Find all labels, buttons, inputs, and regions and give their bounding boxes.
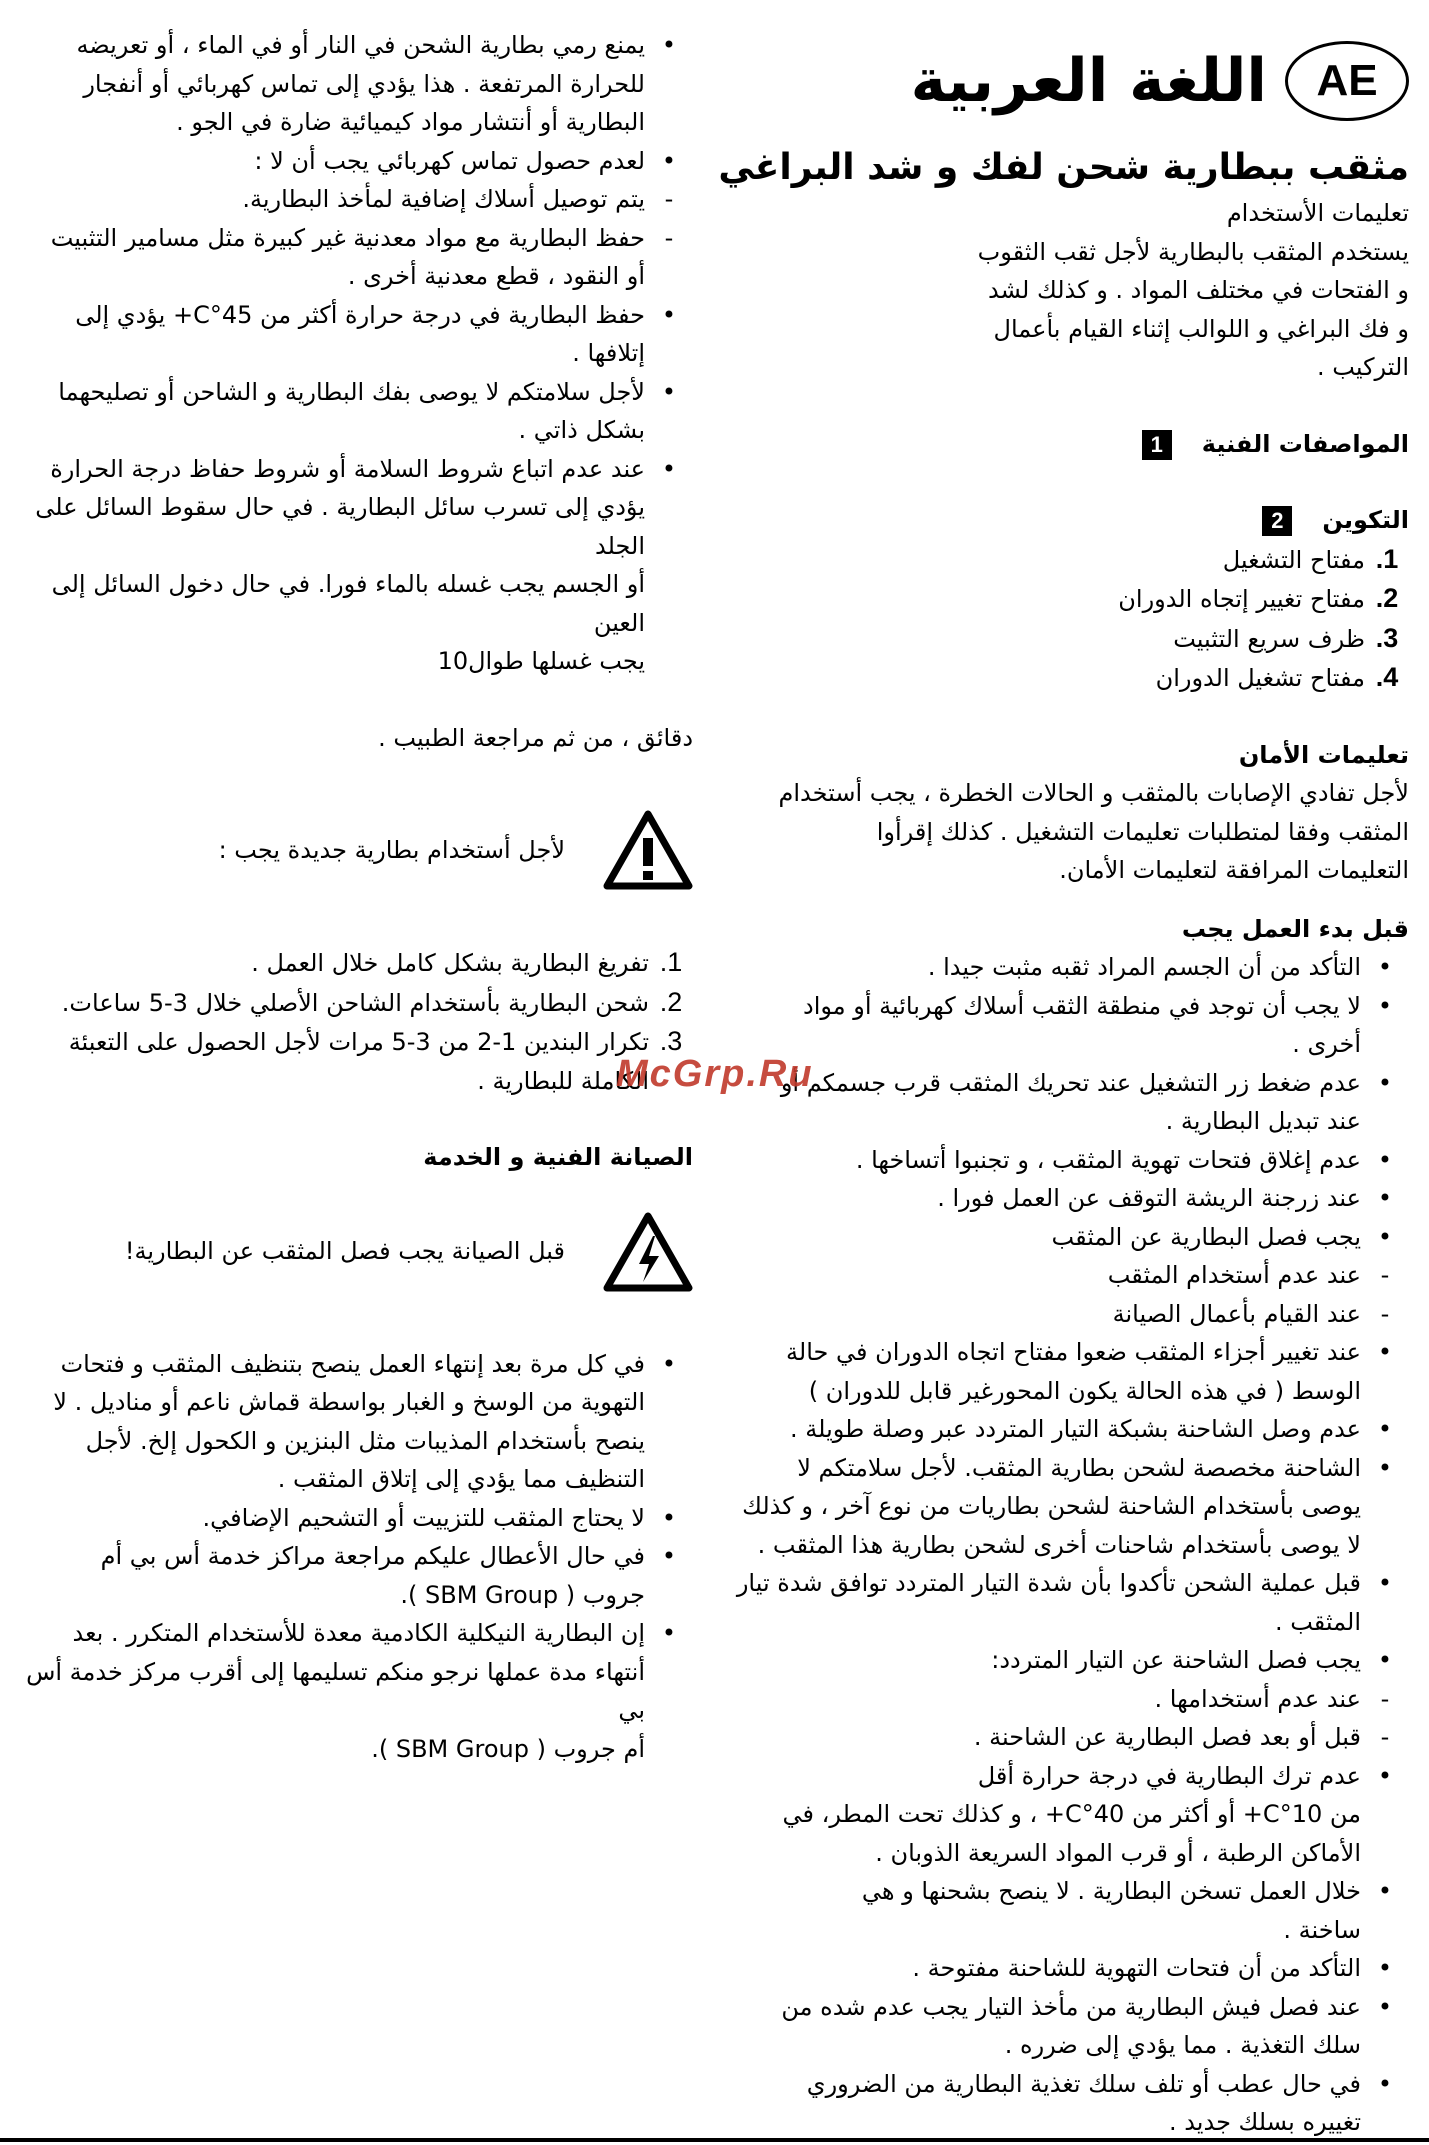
list-item-text: عند عدم أستخدامها . xyxy=(1154,1684,1361,1713)
safety-heading: تعليمات الأمان xyxy=(1238,740,1409,769)
dash-marker: - xyxy=(664,185,674,213)
component-label: مفتاح التشغيل xyxy=(1222,545,1365,574)
list-item xyxy=(709,1256,1409,1295)
list-item-text: لا يوصى بأستخدام شاحنات أخرى لشحن بطارية هذا المثقب . xyxy=(757,1530,1361,1559)
step-text: تفريغ البطارية بشكل كامل خلال العمل . xyxy=(251,949,649,977)
list-item-text: الأماكن الرطبة ، أو قرب المواد السريعة الذوبان . xyxy=(875,1838,1361,1867)
list-item-text: قبل عملية الشحن تأكدوا بأن شدة التيار المتردد توافق شدة تيار xyxy=(736,1569,1361,1597)
list-item xyxy=(709,1179,1409,1218)
list-item-text: سلك التغذية . مما يؤدي إلى ضرره . xyxy=(1004,2031,1361,2059)
list-item xyxy=(18,296,693,373)
list-item xyxy=(18,373,693,450)
dash-marker: - xyxy=(1380,1299,1390,1328)
list-item-text: يجب غسلها طوال10 xyxy=(437,647,645,675)
list-item-text: يوصى بأستخدام الشاحنة لشحن بطاريات من نوع آخر ، و كذلك xyxy=(742,1492,1361,1520)
component-number: 1. xyxy=(1375,543,1399,574)
list-item xyxy=(709,1718,1409,1757)
composition-heading: التكوين2 xyxy=(709,501,1409,540)
list-item-text: لأجل سلامتكم لا يوصى بفك البطارية و الشاحن أو تصليحهما xyxy=(58,377,645,406)
list-item-text: عند زرجنة الريشة التوقف عن العمل فورا . xyxy=(937,1184,1361,1212)
list-item-text: ينصح بأستخدام المذيبات مثل البنزين و الكحول إلخ. لأجل xyxy=(85,1426,645,1455)
bullet-marker: • xyxy=(1377,1068,1393,1097)
step-item xyxy=(18,943,693,983)
list-item xyxy=(709,948,1409,987)
left-column xyxy=(18,26,693,1768)
bullet-marker: • xyxy=(661,1542,677,1570)
list-item-text: قبل أو بعد فصل البطارية عن الشاحنة . xyxy=(973,1723,1361,1751)
warning-icon xyxy=(603,810,693,890)
list-item-text: عند تغيير أجزاء المثقب ضعوا مفتاح اتجاه الدوران في حالة xyxy=(786,1338,1361,1366)
component-label: ظرف سريع التثبيت xyxy=(1173,624,1365,653)
maintenance-warning-text: قبل الصيانة يجب فصل المثقب عن البطارية! xyxy=(124,1237,565,1266)
list-item-text: إتلافها . xyxy=(572,339,645,367)
list-item-text: أو النقود ، قطع معدنية أخرى . xyxy=(347,262,645,290)
bullet-marker: • xyxy=(661,31,677,59)
list-item-text: عند عدم اتباع شروط السلامة أو شروط حفاظ درجة الحرارة xyxy=(50,454,645,483)
component-label: مفتاح تغيير إتجاه الدوران xyxy=(1118,585,1365,613)
safety-text xyxy=(709,774,1409,890)
text-line: و فك البراغي و اللوالب إثناء القيام بأعمال xyxy=(993,314,1409,343)
bullet-marker: • xyxy=(661,377,677,406)
list-item-text: لعدم حصول تماس كهربائي يجب أن لا : xyxy=(254,146,645,175)
electric-hazard-icon xyxy=(603,1212,693,1292)
list-item xyxy=(709,2065,1409,2142)
list-item-text: عند تبديل البطارية . xyxy=(1165,1107,1361,1135)
step-number: 1. xyxy=(659,947,683,977)
list-item-text: المثقب . xyxy=(1274,1607,1361,1636)
maintenance-heading: الصيانة الفنية و الخدمة xyxy=(423,1143,693,1171)
bullet-marker: • xyxy=(1377,953,1393,981)
list-item-text: التهوية من الوسخ و الغبار بواسطة قماش ناعم أو مناديل . لا xyxy=(53,1388,645,1416)
doctor-line: دقائق ، من ثم مراجعة الطبيب . xyxy=(378,723,693,752)
component-item xyxy=(709,658,1409,698)
list-item-text: يمنع رمي بطارية الشحن في النار أو في الماء ، أو تعريضه xyxy=(76,31,645,59)
list-item-text: يجب فصل البطارية عن المثقب xyxy=(1051,1222,1361,1251)
list-item xyxy=(709,987,1409,1064)
list-item-text: في حال الأعطال عليكم مراجعة مراكز خدمة أس بي أم xyxy=(100,1542,645,1570)
list-item xyxy=(709,1949,1409,1988)
dash-marker: - xyxy=(664,223,674,252)
list-item-text: يؤدي إلى تسرب سائل البطارية . في حال سقوط السائل على الجلد xyxy=(35,493,645,560)
component-label: مفتاح تشغيل الدوران xyxy=(1155,664,1365,692)
figure-2-marker: 2 xyxy=(1262,506,1292,536)
usage-text xyxy=(709,233,1409,387)
component-item xyxy=(709,579,1409,619)
list-item-text: حفظ البطارية مع مواد معدنية غير كبيرة مثل مسامير التثبيت xyxy=(50,223,645,252)
list-item-text: عدم وصل الشاحنة بشبكة التيار المتردد عبر وصلة طويلة . xyxy=(790,1415,1361,1443)
bullet-marker: • xyxy=(1377,1222,1393,1251)
bullet-marker: • xyxy=(1377,1992,1393,2021)
step-item xyxy=(18,983,693,1023)
list-item-text: من 10°C+ أو أكثر من 40°C+ ، و كذلك تحت المطر، في xyxy=(782,1800,1361,1828)
list-item-text: في كل مرة بعد إنتهاء العمل ينصح بتنظيف المثقب و فتحات xyxy=(60,1349,645,1378)
bullet-marker: • xyxy=(1377,1415,1393,1443)
bullet-marker: • xyxy=(1377,1569,1393,1597)
component-number: 2. xyxy=(1375,583,1399,613)
list-item xyxy=(18,219,693,296)
bullet-marker: • xyxy=(661,1503,677,1532)
list-item-text: للحرارة المرتفعة . هذا يؤدي إلى تماس كهربائي أو أنفجار xyxy=(83,69,645,98)
language-title: اللغة العربية xyxy=(910,46,1267,116)
bullet-marker: • xyxy=(1377,1184,1393,1212)
bullet-marker: • xyxy=(661,146,677,175)
step-text: تكرار البندين 1-2 من 3-5 مرات لأجل الحصول على التعبئة xyxy=(68,1028,649,1056)
list-item-text: عند فصل فيش البطارية من مأخذ التيار يجب عدم شده من xyxy=(781,1992,1361,2021)
bullet-marker: • xyxy=(1377,1877,1393,1905)
list-item-text: عند القيام بأعمال الصيانة xyxy=(1112,1299,1361,1328)
list-item-text: التأكد من أن فتحات التهوية للشاحنة مفتوحة . xyxy=(912,1954,1361,1982)
list-item xyxy=(18,26,693,142)
maintenance-list xyxy=(18,1345,693,1769)
bullet-marker: • xyxy=(661,454,677,483)
text-line: التركيب . xyxy=(1317,353,1409,381)
list-item-text: لا يحتاج المثقب للتزييت أو التشحيم الإضافي. xyxy=(202,1503,645,1532)
list-item xyxy=(18,1499,693,1538)
bullet-marker: • xyxy=(1377,1145,1393,1174)
list-item-text: التنظيف مما يؤدي إلى إتلاق المثقب . xyxy=(277,1465,645,1493)
component-number: 3. xyxy=(1375,622,1399,653)
list-item xyxy=(709,1218,1409,1257)
text-line: المثقب وفقا لمتطلبات تعليمات التشغيل . كذلك إقرأوا xyxy=(876,817,1409,846)
page-bottom-rule xyxy=(0,2138,1429,2142)
bullet-marker: • xyxy=(1377,1453,1393,1482)
list-item xyxy=(709,1449,1409,1565)
bullet-marker: • xyxy=(1377,1761,1393,1790)
list-item xyxy=(709,1564,1409,1641)
product-title: مثقب ببطارية شحن لفك و شد البراغي xyxy=(718,147,1409,188)
dash-marker: - xyxy=(1380,1723,1390,1751)
list-item xyxy=(709,1872,1409,1949)
new-battery-steps xyxy=(18,943,693,1100)
components-list xyxy=(709,540,1409,698)
step-number: 3. xyxy=(659,1026,683,1056)
list-item-text: حفظ البطارية في درجة حرارة أكثر من 45°C+ يؤدي إلى xyxy=(75,300,645,329)
maintenance-warning xyxy=(18,1197,693,1307)
list-item-text: عند عدم أستخدام المثقب xyxy=(1107,1261,1361,1289)
figure-1-marker: 1 xyxy=(1142,430,1172,460)
bullet-marker: • xyxy=(661,1349,677,1378)
list-item xyxy=(709,1410,1409,1449)
step-text: الكاملة للبطارية . xyxy=(477,1066,649,1095)
list-item xyxy=(18,1537,693,1614)
bullet-marker: • xyxy=(1377,1646,1393,1674)
list-item-text: أخرى . xyxy=(1292,1030,1361,1058)
text-line: و الفتحات في مختلف المواد . و كذلك لشد xyxy=(988,276,1409,304)
before-work-heading: قبل بدء العمل يجب xyxy=(1181,914,1409,943)
bullet-marker: • xyxy=(661,300,677,329)
list-item-text: الوسط ( في هذه الحالة يكون المحورغير قابل للدوران ) xyxy=(808,1376,1361,1405)
list-item xyxy=(18,450,693,681)
language-badge: AE xyxy=(1285,41,1409,121)
battery-safety-list xyxy=(18,26,693,681)
page-header xyxy=(709,26,1409,136)
list-item xyxy=(709,1680,1409,1719)
step-text: شحن البطارية بأستخدام الشاحن الأصلي خلال 3-5 ساعات. xyxy=(61,988,649,1017)
list-item-text: عدم ضغط زر التشغيل عند تحريك المثقب قرب جسمكم أو xyxy=(780,1068,1361,1097)
list-item xyxy=(18,180,693,219)
specs-heading: المواصفات الفنية1 xyxy=(709,425,1409,464)
bullet-marker: • xyxy=(1377,1954,1393,1982)
component-item xyxy=(709,540,1409,580)
list-item xyxy=(709,1988,1409,2065)
list-item-text: خلال العمل تسخن البطارية . لا ينصح بشحنها و هي xyxy=(861,1877,1361,1905)
list-item xyxy=(709,1295,1409,1334)
bullet-marker: • xyxy=(1377,1338,1393,1366)
list-item-text: يجب فصل الشاحنة عن التيار المتردد: xyxy=(991,1646,1361,1674)
list-item xyxy=(18,1614,693,1768)
list-item-text: إن البطارية النيكلية الكادمية معدة للأستخدام المتكرر . بعد xyxy=(72,1619,645,1647)
list-item xyxy=(709,1333,1409,1410)
bullet-marker: • xyxy=(1377,2069,1393,2098)
step-item xyxy=(18,1022,693,1100)
list-item-text: أم جروب ( SBM Group ). xyxy=(371,1734,645,1763)
list-item xyxy=(709,1141,1409,1180)
list-item-text: عدم إغلاق فتحات تهوية المثقب ، و تجنبوا أتساخها . xyxy=(855,1145,1361,1174)
list-item xyxy=(18,142,693,181)
before-work-list xyxy=(709,948,1409,2142)
list-item xyxy=(709,1757,1409,1873)
list-item-text: لا يجب أن توجد في منطقة الثقب أسلاك كهربائية أو مواد xyxy=(803,991,1361,1020)
list-item xyxy=(18,1345,693,1499)
dash-marker: - xyxy=(1380,1684,1390,1713)
list-item xyxy=(709,1064,1409,1141)
list-item-text: في حال عطب أو تلف سلك تغذية البطارية من الضروري xyxy=(806,2069,1361,2098)
list-item-text: ساخنة . xyxy=(1283,1915,1361,1944)
usage-heading: تعليمات الأستخدام xyxy=(1226,199,1409,227)
site-watermark: McGrp.Ru xyxy=(616,1053,814,1095)
right-column xyxy=(709,26,1409,2142)
new-battery-warning xyxy=(18,795,693,905)
list-item-text: عدم ترك البطارية في درجة حرارة أقل xyxy=(977,1761,1361,1790)
component-item xyxy=(709,619,1409,659)
list-item-text: يتم توصيل أسلاك إضافية لمأخذ البطارية. xyxy=(242,185,645,213)
list-item-text: تغييره بسلك جديد . xyxy=(1168,2108,1361,2136)
bullet-marker: • xyxy=(661,1619,677,1647)
list-item-text: أو الجسم يجب غسله بالماء فورا. في حال دخول السائل إلى العين xyxy=(51,570,645,637)
list-item-text: البطارية أو أنتشار مواد كيميائية ضارة في الجو . xyxy=(176,108,645,136)
list-item-text: بشكل ذاتي . xyxy=(518,416,645,444)
text-line: التعليمات المرافقة لتعليمات الأمان. xyxy=(1059,856,1409,884)
step-number: 2. xyxy=(659,986,683,1017)
list-item-text: جروب ( SBM Group ). xyxy=(400,1580,645,1609)
list-item xyxy=(709,1641,1409,1680)
list-item-text: التأكد من أن الجسم المراد ثقبه مثبت جيدا . xyxy=(927,953,1361,981)
bullet-marker: • xyxy=(1377,991,1393,1020)
component-number: 4. xyxy=(1375,662,1399,692)
text-line: لأجل تفادي الإصابات بالمثقب و الحالات الخطرة ، يجب أستخدام xyxy=(778,779,1409,807)
list-item-text: الشاحنة مخصصة لشحن بطارية المثقب. لأجل سلامتكم لا xyxy=(797,1453,1361,1482)
dash-marker: - xyxy=(1380,1261,1390,1289)
text-line: يستخدم المثقب بالبطارية لأجل ثقب الثقوب xyxy=(977,237,1409,266)
new-battery-warning-text: لأجل أستخدام بطارية جديدة يجب : xyxy=(218,835,565,864)
list-item-text: أنتهاء مدة عملها نرجو منكم تسليمها إلى أقرب مركز خدمة أس بي xyxy=(26,1657,645,1724)
